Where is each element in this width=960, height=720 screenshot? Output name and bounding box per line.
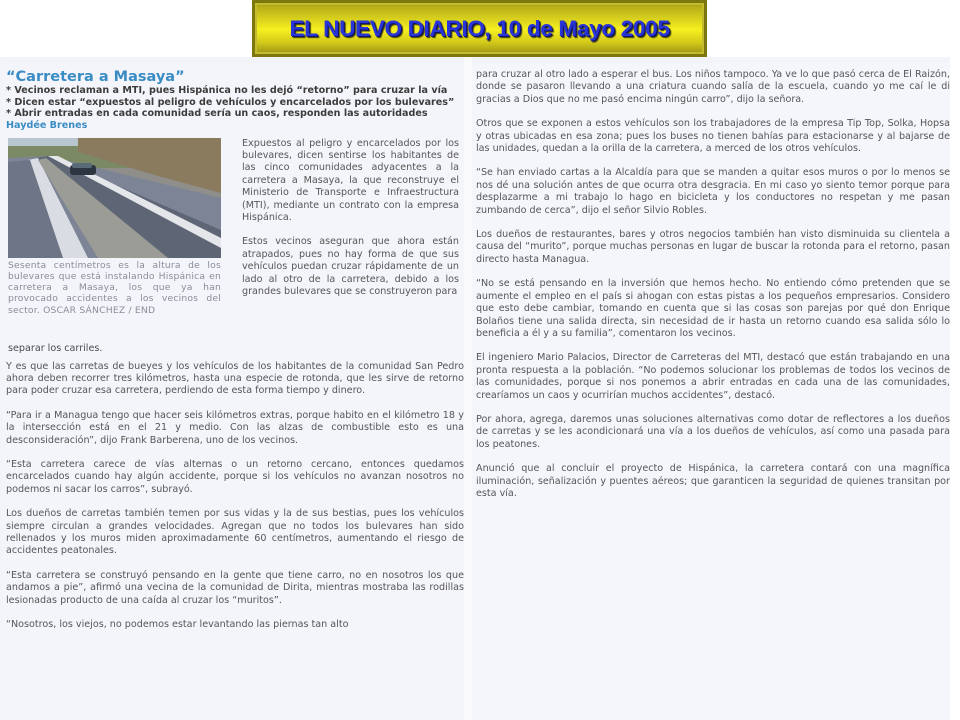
paragraph: “No se está pensando en la inversión que hemos hecho. No entiendo cómo pretenden que se aumente el empleo en el país si ahogan con estas pistas a los pequeños empresarios. Considero que esto debe cambiar, tomando en cuenta que si las cosas son parejas por qué don Enrique Bolaños tiene una salida directa, sin necesidad de ir hasta un retorno cuando esa salida sólo lo beneficia a él y a su familia”, comentaron los vecinos.: [476, 278, 950, 339]
paragraph-continuation: separar los carriles.: [8, 342, 103, 354]
article-headline: “Carretera a Masaya”: [6, 69, 185, 85]
paragraph: “Esta carretera se construyó pensando en la gente que tiene carro, no en nosotros los que andamos a pie”, afirmó una vecina de la comunidad de Dirita, mientras mostraba las rodillas lesionadas producto de una caída al cruzar los “muritos”.: [6, 569, 464, 606]
paragraph: Anunció que al concluir el proyecto de Hispánica, la carretera contará con una magnífica iluminación, señalización y puentes aéreos; que garanticen la seguridad de quienes transitan por esta vía.: [476, 463, 950, 499]
paragraph: Y es que las carretas de bueyes y los vehículos de los habitantes de la comunidad San Pedro ahora deben recorrer tres kilómetros, hasta una especie de rotonda, que les sirve de retorno para poder cruzar esa carretera, perdiendo de esta forma tiempo y dinero.: [6, 360, 464, 397]
paragraph: Expuestos al peligro y encarcelados por los bulevares, dicen sentirse los habitantes de las cinco comunidades adyacentes a la carretera a Masaya, la que reconstruye el Ministerio de Transporte e Infraestructura (MTI), mediante un contrato con la empresa Hispánica.: [242, 137, 459, 223]
paragraph: Otros que se exponen a estos vehículos son los trabajadores de la empresa Tip Top, Solka, Hopsa y otras ubicadas en esa zona; pues los buses no tienen bahías para estacionarse y al bajarse de las unidades, quedan a la orilla de la carretera, a merced de los otros vehículos.: [476, 118, 950, 155]
paragraph: “Esta carretera carece de vías alternas o un retorno cercano, entonces quedamos encarcelados cuando hay algún accidente, porque si los vehículos no avanzan nosotros no podemos ni sacar los carros”, subrayó.: [6, 458, 464, 495]
road-median-image: [8, 138, 221, 258]
paragraph: “Para ir a Managua tengo que hacer seis kilómetros extras, porque habito en el kilómetro 18 y la intersección está en el 21 y medio. Con las alzas de combustible esto es una desconsideración”, dijo Frank Barberena, uno de los vecinos.: [6, 409, 464, 446]
banner-title: EL NUEVO DIARIO, 10 de Mayo 2005: [289, 15, 670, 41]
page-margin: [950, 57, 960, 720]
paragraph: “Nosotros, los viejos, no podemos estar levantando las piernas tan alto: [6, 619, 349, 630]
paragraph: “Se han enviado cartas a la Alcaldía para que se manden a quitar esos muros o por lo menos se nos dé una solución antes de que ocurra otra desgracia. En mi caso yo siento temor porque para desplazarme a mi trabajo lo hago en bicicleta y los conductores no respetan y me pasan zumbando de cerca”, dijo el señor Silvio Robles.: [476, 167, 950, 216]
right-column: [472, 63, 956, 720]
byline: Haydée Brenes: [6, 119, 88, 131]
deck-line-1: * Vecinos reclaman a MTI, pues Hispánica no les dejó “retorno” para cruzar la vía: [6, 85, 448, 96]
column-divider: [464, 57, 472, 720]
photo-caption: Sesenta centímetros es la altura de los bulevares que está instalando Hispánica en carretera a Masaya, los que ya han provocado accidentes a los vecinos del sector. OSCAR SÁNCHEZ / END: [8, 259, 221, 316]
road-photo: [8, 138, 221, 258]
newspaper-banner: [252, 0, 707, 57]
paragraph: El ingeniero Mario Palacios, Director de Carreteras del MTI, destacó que están trabajando en una pronta respuesta a la población. “No podemos solucionar los problemas de todos los vecinos de las comunidades, porque si nos ponemos a abrir entradas en cada una de las comunidades, crearíamos un caos y ocurrirían muchos accidentes”, destacó.: [476, 352, 950, 401]
paragraph: Estos vecinos aseguran que ahora están atrapados, pues no hay forma de que sus vehículos puedan cruzar rápidamente de un lado al otro de la carretera, debido a los grandes bulevares que se construyeron para: [242, 236, 459, 297]
left-column: [2, 63, 468, 720]
paragraph: Los dueños de restaurantes, bares y otros negocios también han visto disminuida su clientela a causa del “murito”, porque muchas personas en lugar de buscar la rotonda para el retorno, pasan directo hasta Managua.: [476, 229, 950, 265]
intro-text: [242, 138, 459, 311]
paragraph: Los dueños de carretas también temen por sus vidas y la de sus bestias, pues los vehículos siempre circulan a grandes velocidades. Agregan que no todos los bulevares han sido rellenados y los muros miden aproximadamente 60 centímetros, aumentando el riesgo de accidentes peatonales.: [6, 508, 464, 557]
paragraph: para cruzar al otro lado a esperar el bus. Los niños tampoco. Ya ve lo que pasó cerca de El Raizón, donde se pasaron llevando a una criatura cuando salía de la escuela, cuando yo me caí le di gracias a Dios que no me pasó encima ningún carro”, dijo la señora.: [476, 69, 950, 105]
deck-line-2: * Dicen estar “expuestos al peligro de vehículos y encarcelados por los bulevares”: [6, 96, 455, 108]
article-intro: [6, 138, 464, 361]
left-body: [6, 361, 464, 632]
newspaper-clipping: [0, 57, 960, 720]
deck-line-3: * Abrir entradas en cada comunidad sería un caos, responden las autoridades: [6, 108, 428, 119]
paragraph: Por ahora, agrega, daremos unas soluciones alternativas como dotar de reflectores a los dueños de carretas y se les acondicionará una vía a los dueños de vehículos, así como una pasada para los peatones.: [476, 413, 950, 450]
